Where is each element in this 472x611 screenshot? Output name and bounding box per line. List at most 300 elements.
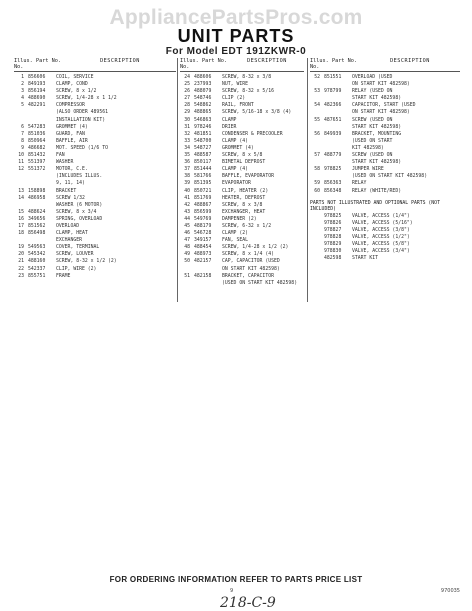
parts-row <box>180 109 304 116</box>
illus-number: 45 <box>184 223 190 229</box>
illus-number <box>310 138 324 145</box>
part-number: 978799 <box>324 89 342 95</box>
parts-row <box>310 166 460 173</box>
part-number: 851551 <box>324 75 342 80</box>
part-description: FAN <box>56 153 65 159</box>
part-description: KIT 482598) <box>352 145 384 151</box>
parts-row <box>180 88 304 95</box>
header-part: Part No. <box>332 58 357 64</box>
parts-row <box>310 88 460 95</box>
part-number: 488587 <box>194 153 212 159</box>
illus-number: 30 <box>184 117 190 123</box>
parts-row <box>180 95 304 102</box>
illus-number: 43 <box>184 209 190 215</box>
part-number <box>324 145 352 152</box>
part-description: SCREW, 8 x 1/4 (4) <box>222 252 274 258</box>
part-description: VALVE, ACCESS (5/8") <box>352 241 410 247</box>
part-description: SCREW, 8-32 x 3/8 <box>222 75 272 80</box>
part-description: BIMETAL DEFROST <box>222 160 266 166</box>
part-description: FAN, SEAL <box>222 238 248 244</box>
parts-row <box>14 95 176 102</box>
parts-row <box>14 258 176 265</box>
parts-column-2 <box>180 58 304 287</box>
part-description: CLIP, HEATER (2) <box>222 188 269 194</box>
illus-number: 21 <box>18 259 24 265</box>
illus-number: 24 <box>184 75 190 80</box>
parts-row <box>14 81 176 88</box>
part-description: RELAY (WHITE/RED) <box>352 188 402 194</box>
header-part: Part No. <box>202 58 227 64</box>
part-number <box>324 138 352 145</box>
parts-row <box>14 152 176 159</box>
parts-row <box>180 230 304 237</box>
part-description: COVER, TERMINAL <box>56 245 100 251</box>
illus-number: 29 <box>184 110 190 116</box>
part-description: SCREW, 6-32 x 1/2 <box>222 223 272 229</box>
part-number: 486682 <box>28 145 46 151</box>
parts-row <box>14 102 176 109</box>
parts-row <box>180 251 304 258</box>
illus-number: 33 <box>184 138 190 144</box>
parts-row <box>180 223 304 230</box>
part-number <box>324 81 352 88</box>
part-number: 487651 <box>324 117 342 123</box>
illus-number <box>14 202 28 209</box>
part-number <box>324 124 352 131</box>
illus-number: 37 <box>184 167 190 173</box>
parts-row <box>14 251 176 258</box>
parts-row <box>180 244 304 251</box>
part-number: 547283 <box>28 124 46 130</box>
part-description: EXCHANGER <box>56 238 82 244</box>
part-description: SCREW, 1/4-28 x 1/2 (2) <box>222 245 289 251</box>
parts-row <box>310 124 460 131</box>
parts-column-3 <box>310 58 460 262</box>
part-description: RELAY (USED ON <box>352 89 393 95</box>
part-number: 488160 <box>28 259 46 265</box>
column-divider <box>307 58 308 302</box>
part-description: SCREW, 5/16-18 x 3/8 (4) <box>222 110 292 116</box>
illus-number: 60 <box>314 188 320 194</box>
parts-row <box>310 248 460 255</box>
part-number: 349656 <box>28 216 46 222</box>
part-description: SCREW, 8-32 x 5/16 <box>222 89 274 95</box>
parts-row <box>14 202 176 209</box>
part-number <box>28 202 56 209</box>
part-number: 978829 <box>324 241 342 247</box>
part-description: VALVE, ACCESS (1/2") <box>352 234 410 240</box>
parts-row <box>180 266 304 273</box>
parts-row <box>14 124 176 131</box>
header-part: Part No. <box>36 58 61 64</box>
part-description: BAFFLE, EVAPORATOR <box>222 174 274 180</box>
part-number <box>28 117 56 124</box>
parts-row <box>14 273 176 280</box>
parts-row <box>180 237 304 244</box>
illus-number <box>14 237 28 244</box>
column-header <box>14 58 176 72</box>
parts-row <box>310 102 460 109</box>
part-number: 850721 <box>194 188 212 194</box>
parts-row <box>310 131 460 138</box>
illus-number: 2 <box>21 82 24 88</box>
parts-row <box>310 74 460 81</box>
parts-row <box>14 166 176 173</box>
illus-number: 5 <box>21 103 24 109</box>
parts-row <box>14 145 176 152</box>
illus-number <box>310 81 324 88</box>
part-number: 581766 <box>194 174 212 180</box>
part-number: 488973 <box>194 252 212 258</box>
part-number: 856599 <box>194 209 212 215</box>
part-description: CLAMP, COND <box>56 82 88 88</box>
part-number: 851562 <box>28 223 46 229</box>
part-number: 856194 <box>28 89 46 95</box>
part-number: 549769 <box>194 216 212 222</box>
parts-row <box>180 166 304 173</box>
part-description: BAFFLE, AIR <box>56 138 88 144</box>
parts-row <box>310 81 460 88</box>
part-number: 481851 <box>194 131 212 137</box>
part-description: WASHER (6 MOTOR) <box>56 202 103 208</box>
illus-number: 36 <box>184 160 190 166</box>
header-illus: Illus. No. <box>14 58 33 70</box>
part-description: SCREW (USED ON <box>352 153 393 159</box>
illus-number: 1 <box>21 75 24 80</box>
parts-row <box>180 74 304 81</box>
parts-row <box>14 109 176 116</box>
part-number: 158898 <box>28 188 46 194</box>
illus-number: 28 <box>184 103 190 109</box>
illus-number <box>310 255 324 262</box>
illus-number: 54 <box>314 103 320 109</box>
parts-row <box>14 131 176 138</box>
parts-row <box>310 117 460 124</box>
part-description: SCREW, 8 x 1/2 <box>56 89 97 95</box>
illus-number: 34 <box>184 145 190 151</box>
part-description: START KIT 482598) <box>352 96 402 102</box>
part-number: 482366 <box>324 103 342 109</box>
illus-number: 15 <box>18 209 24 215</box>
parts-column-1 <box>14 58 176 280</box>
part-description: BRACKET, CAPACITOR <box>222 273 274 279</box>
part-description: CLIP (2) <box>222 96 246 102</box>
part-description: EVAPORATOR <box>222 181 251 187</box>
illus-number <box>310 109 324 116</box>
part-description: GROMMET (4) <box>56 124 88 130</box>
part-number <box>28 173 56 180</box>
parts-row <box>14 209 176 216</box>
header-description: DESCRIPTION <box>100 58 140 64</box>
illus-number: 53 <box>314 89 320 95</box>
part-number: 978825 <box>324 167 342 173</box>
part-description: SCREW, LOUVER <box>56 252 94 258</box>
parts-row <box>310 180 460 187</box>
parts-row <box>310 109 460 116</box>
illus-number: 57 <box>314 153 320 159</box>
part-number: 850117 <box>194 160 212 166</box>
illus-number: 25 <box>184 82 190 88</box>
part-number: 488624 <box>28 209 46 215</box>
parts-row <box>310 159 460 166</box>
part-number: 851444 <box>194 167 212 173</box>
part-number <box>324 109 352 116</box>
part-number: 849193 <box>28 82 46 88</box>
parts-row <box>180 216 304 223</box>
part-description: NUT, WIRE <box>222 82 248 88</box>
watermark: AppliancePartsPros.com <box>109 6 363 29</box>
parts-row <box>310 255 460 262</box>
part-number <box>194 266 222 273</box>
illus-number: 23 <box>18 273 24 279</box>
part-number: 349157 <box>194 238 212 244</box>
part-description: OVERLOAD (USED <box>352 75 393 80</box>
parts-row <box>14 88 176 95</box>
part-number: 482158 <box>194 273 212 279</box>
parts-row <box>14 173 176 180</box>
part-description: (USED ON START <box>352 138 393 144</box>
part-number: 856348 <box>324 188 342 194</box>
part-number: 482598 <box>324 256 342 262</box>
parts-row <box>310 95 460 102</box>
part-description: SCREW, 8 x 3/8 <box>222 202 263 208</box>
illus-number: 42 <box>184 202 190 208</box>
parts-row <box>14 74 176 81</box>
illus-number: 22 <box>18 266 24 272</box>
part-number: 542337 <box>28 266 46 272</box>
illus-number: 20 <box>18 252 24 258</box>
illus-number: 52 <box>314 75 320 80</box>
illus-number: 50 <box>184 259 190 265</box>
parts-row <box>14 237 176 244</box>
illus-number: 9 <box>21 145 24 151</box>
part-number: 855751 <box>28 273 46 279</box>
part-number: 551397 <box>28 160 46 166</box>
parts-row <box>310 234 460 241</box>
part-number: 488690 <box>28 96 46 102</box>
part-description: START KIT 482598) <box>352 160 402 166</box>
part-number: 548700 <box>194 138 212 144</box>
illus-number: 56 <box>314 131 320 137</box>
page-number: 9 <box>230 588 234 594</box>
part-number: 488179 <box>194 223 212 229</box>
part-description: SCREW 1/32 <box>56 195 85 201</box>
illus-number: 44 <box>184 216 190 222</box>
illus-number <box>180 280 194 287</box>
illus-number: 7 <box>21 131 24 137</box>
illus-number: 11 <box>18 160 24 166</box>
part-description: SCREW (USED ON <box>352 117 393 123</box>
part-number: 488779 <box>324 153 342 159</box>
illus-number: 49 <box>184 252 190 258</box>
part-number: 978828 <box>324 234 342 240</box>
illus-number: 17 <box>18 223 24 229</box>
part-number <box>324 173 352 180</box>
parts-row <box>310 220 460 227</box>
part-description: RAIL, FRONT <box>222 103 254 109</box>
parts-row <box>310 138 460 145</box>
part-description: SCREW, 1/4-28 x 1 1/2 <box>56 96 117 102</box>
parts-row <box>180 145 304 152</box>
part-description: ON START KIT 482598) <box>222 266 280 272</box>
illus-number: 46 <box>184 231 190 237</box>
part-description: SPRING, OVERLOAD <box>56 216 103 222</box>
part-description: COIL, SERVICE <box>56 75 94 80</box>
illus-number <box>310 241 324 248</box>
illus-number: 58 <box>314 167 320 173</box>
part-number: 237993 <box>194 82 212 88</box>
illus-number: 41 <box>184 195 190 201</box>
illus-number: 8 <box>21 138 24 144</box>
illus-number: 16 <box>18 216 24 222</box>
part-description: CAP, CAPACITOR (USED <box>222 259 280 265</box>
header-description: DESCRIPTION <box>390 58 430 64</box>
document-code: 970035 <box>440 588 460 594</box>
illus-number: 14 <box>18 195 24 201</box>
parts-row <box>14 138 176 145</box>
parts-row <box>180 209 304 216</box>
part-number: 548746 <box>194 96 212 102</box>
parts-row <box>14 216 176 223</box>
handwritten-note: 218-C-9 <box>220 595 276 611</box>
part-description: CONDENSER & PRECOOLER <box>222 131 283 137</box>
part-number: 548862 <box>194 103 212 109</box>
parts-row <box>180 159 304 166</box>
part-description: CLAMP (4) <box>222 138 248 144</box>
part-number <box>194 280 222 287</box>
column-divider <box>177 58 178 302</box>
illus-number: 18 <box>18 231 24 237</box>
illus-number: 51 <box>184 273 190 279</box>
ordering-note: FOR ORDERING INFORMATION REFER TO PARTS PRICE LIST <box>109 575 363 584</box>
part-number: 851036 <box>28 131 46 137</box>
part-description: MOTOR, C.E. <box>56 167 88 173</box>
part-number: 856363 <box>324 181 342 187</box>
part-description: EXCHANGER, HEAT <box>222 209 266 215</box>
part-description: ON START KIT 482598) <box>352 110 410 116</box>
illus-number: 32 <box>184 131 190 137</box>
illus-number: 48 <box>184 245 190 251</box>
part-description: ON START KIT 482598) <box>352 82 410 88</box>
part-description: (USED ON START KIT 482598) <box>222 280 298 286</box>
parts-row <box>180 131 304 138</box>
illus-number <box>14 117 28 124</box>
parts-row <box>180 258 304 265</box>
parts-row <box>310 145 460 152</box>
part-description: (INCLUDES ILLUS. <box>56 174 103 180</box>
page-title: UNIT PARTS <box>177 26 295 46</box>
illus-number: 55 <box>314 117 320 123</box>
part-number <box>324 159 352 166</box>
part-number: 482157 <box>194 259 212 265</box>
illus-number: 13 <box>18 188 24 194</box>
illus-number <box>14 173 28 180</box>
illus-number <box>310 145 324 152</box>
part-number: 856606 <box>28 75 46 80</box>
part-number: 551372 <box>28 167 46 173</box>
part-number: 856498 <box>28 231 46 237</box>
part-description: GUARD, FAN <box>56 131 85 137</box>
part-description: CLIP, WIRE (2) <box>56 266 97 272</box>
part-description: DRIER <box>222 124 237 130</box>
part-number: 978827 <box>324 227 342 233</box>
part-number: 488606 <box>194 75 212 80</box>
illus-number <box>310 248 324 255</box>
illus-number: 12 <box>18 167 24 173</box>
part-number <box>324 95 352 102</box>
part-number <box>28 109 56 116</box>
parts-row <box>180 280 304 287</box>
parts-row <box>310 227 460 234</box>
part-description: RELAY <box>352 181 367 187</box>
part-number: 546863 <box>194 117 212 123</box>
parts-row <box>14 195 176 202</box>
part-description: INSTALLATION KIT) <box>56 117 106 123</box>
parts-row <box>14 117 176 124</box>
parts-row <box>310 173 460 180</box>
part-description: VALVE, ACCESS (1/4") <box>352 213 410 219</box>
part-number: 488079 <box>194 89 212 95</box>
part-description: GROMMET (4) <box>222 145 254 151</box>
part-number: 486958 <box>28 195 46 201</box>
illus-number: 26 <box>184 89 190 95</box>
part-description: SCREW, 8 x 3/4 <box>56 209 97 215</box>
illus-number: 59 <box>314 181 320 187</box>
parts-row <box>14 159 176 166</box>
part-number: 978246 <box>194 124 212 130</box>
part-description: MOT. SPEED (1/6 TO <box>56 145 108 151</box>
header-illus: Illus. No. <box>310 58 329 70</box>
model-subtitle: For Model EDT 191ZKWR-0 <box>165 46 307 57</box>
part-description: CLAMP <box>222 117 237 123</box>
illus-number <box>310 173 324 180</box>
part-description: (ALSO ORDER 489561 <box>56 110 108 116</box>
column-header <box>310 58 460 72</box>
part-description: DAMPENER (2) <box>222 216 257 222</box>
parts-row <box>14 180 176 187</box>
parts-row <box>180 188 304 195</box>
part-number: 978830 <box>324 249 342 255</box>
part-number <box>28 180 56 187</box>
illus-number: 31 <box>184 124 190 130</box>
illus-number: 35 <box>184 153 190 159</box>
part-number: 488867 <box>194 202 212 208</box>
parts-row <box>310 213 460 220</box>
part-number: 549563 <box>28 245 46 251</box>
parts-row <box>180 81 304 88</box>
parts-row <box>180 195 304 202</box>
column-header <box>180 58 304 72</box>
illus-number: 3 <box>21 89 24 95</box>
parts-row <box>180 152 304 159</box>
parts-row <box>180 117 304 124</box>
part-description: BRACKET, MOUNTING <box>352 131 402 137</box>
part-description: CLAMP, HEAT <box>56 231 88 237</box>
illus-number <box>310 234 324 241</box>
part-number: 850964 <box>28 138 46 144</box>
part-description: COMPRESSOR <box>56 103 85 109</box>
parts-row <box>180 102 304 109</box>
illus-number <box>14 180 28 187</box>
part-number: 978825 <box>324 213 342 219</box>
part-description: SCREW, 8 x 5/8 <box>222 153 263 159</box>
illus-number: 47 <box>184 238 190 244</box>
illus-number: 4 <box>21 96 24 102</box>
part-number: 849939 <box>324 131 342 137</box>
part-description: 9, 11, 14) <box>56 181 85 187</box>
part-description: VALVE, ACCESS (3/8") <box>352 227 410 233</box>
illus-number: 10 <box>18 153 24 159</box>
